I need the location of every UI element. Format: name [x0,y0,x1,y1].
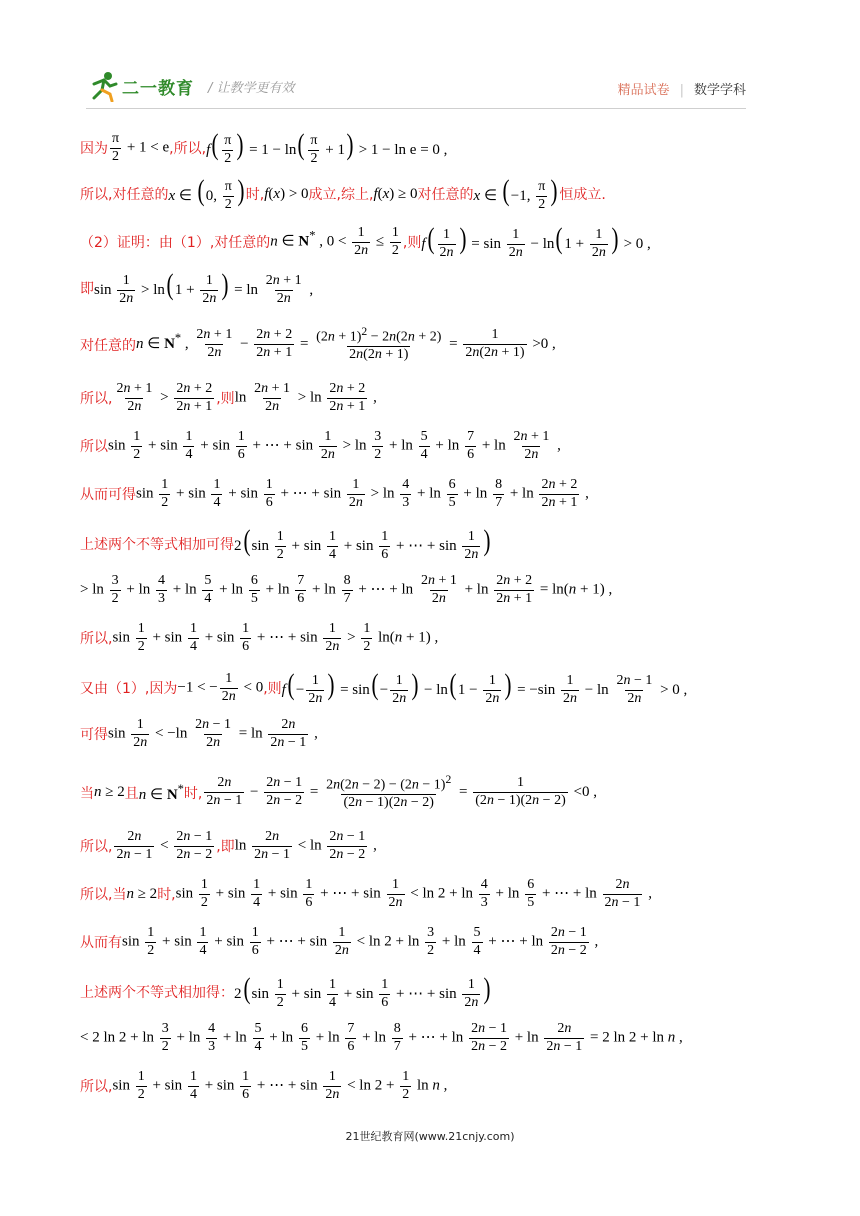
text-run: 时, [183,785,203,802]
text-run: ,则 [216,391,235,408]
math-expression: f(x) > 0 [264,185,309,202]
solution-line [80,270,313,307]
solution-line [80,224,651,261]
solution-line [80,382,377,414]
math-expression: > ln $\frac{3}{2}$ + ln $\frac{4}{3}$ + ln $\frac{5}{4}$ + ln $\frac{6}{5}$ + ln $\frac{7}{6}$ + ln $\frac{8}{7}$ + ⋯ + ln $\frac{2n + 1}{2n}$ + ln $\frac{2n + 2}{2n + 1}$ = ln(n + 1) , [80,573,613,606]
tag-premium: 精品试卷 [617,83,670,98]
solution-line [80,430,561,462]
math-expression: x ∈ ( 0, $\frac{\pi}{2}$ ) [168,174,245,213]
solution-line [80,1070,447,1102]
math-expression: ln $\frac{2n}{2n - 1}$ < ln $\frac{2n - 1}{2n - 2}$ , [234,829,377,862]
solution-line [80,130,447,167]
math-expression: sin $\frac{1}{2}$ + sin $\frac{1}{4}$ + sin $\frac{1}{6}$ + ⋯ + sin $\frac{1}{2n}$ > $\frac{1}{2}$ ln(n + 1) , [112,621,439,654]
math-expression: sin $\frac{1}{2}$ + sin $\frac{1}{4}$ + sin $\frac{1}{6}$ + ⋯ + sin $\frac{1}{2n}$ < ln 2 + $\frac{1}{2}$ ln n , [112,1069,448,1102]
page-footer: 21世纪教育网(www.21cnjy.com) [345,1130,515,1143]
math-expression: n ≥ 2 [94,784,125,801]
math-expression: f( $\frac{1}{2n}$ ) = sin $\frac{1}{2n}$ − ln( 1 + $\frac{1}{2n}$ ) > 0 , [421,222,651,261]
brand-name: 二一教育 [122,78,194,99]
text-run: 时, [157,887,176,904]
solution-line [80,326,556,363]
header-rule [86,108,746,109]
math-expression: f(x) ≥ 0 [373,185,418,202]
text-run: 又由（1）,因为 [80,681,178,698]
tag-separator: | [679,83,684,98]
math-expression: sin $\frac{1}{2n}$ > ln( 1 + $\frac{1}{2n}$ ) = ln $\frac{2n + 1}{2n}$ , [94,268,314,307]
math-expression: $\frac{\pi}{2}$ + 1 < e [112,131,170,164]
text-run: 上述两个不等式相加可得 [80,537,234,554]
math-expression: $\frac{2n}{2n - 1}$ < $\frac{2n - 1}{2n - 2}$ [116,829,213,862]
solution-line [80,926,598,958]
solution-line [80,718,318,750]
solution-line [80,622,438,654]
solution-line [80,478,589,510]
math-expression: 2( sin $\frac{1}{2}$ + sin $\frac{1}{4}$ + sin $\frac{1}{6}$ + ⋯ + sin $\frac{1}{2n}$ ) [234,524,491,563]
text-run: 恒成立. [559,187,606,204]
solution-line [80,670,687,707]
tag-subject: 数学学科 [693,83,746,98]
subject-tags [618,79,746,98]
text-run: ,则 [263,681,282,698]
math-expression: $\frac{2n + 1}{2n}$ > $\frac{2n + 2}{2n + 1}$ [116,381,213,414]
runner-logo-icon [86,70,120,102]
text-run: 且 [124,785,139,802]
math-expression: 2( sin $\frac{1}{2}$ + sin $\frac{1}{4}$ + sin $\frac{1}{6}$ + ⋯ + sin $\frac{1}{2n}$ ) [234,972,491,1011]
solution-line [80,1022,683,1054]
text-run: 所以,对任意的 [80,187,169,204]
math-expression: sin $\frac{1}{2}$ + sin $\frac{1}{4}$ + sin $\frac{1}{6}$ + ⋯ + sin $\frac{1}{2n}$ < ln 2 + ln $\frac{4}{3}$ + ln $\frac{6}{5}$ + ⋯ + ln $\frac{2n}{2n - 1}$ , [175,877,652,910]
text-run: 时, [245,187,265,204]
text-run: 可得 [80,727,108,744]
text-run: 对任意的 [80,337,136,354]
page-header [86,70,746,106]
solution-line [80,176,606,213]
math-expression: n ∈ N* , $\frac{2n + 1}{2n}$ − $\frac{2n + 2}{2n + 1}$ = $\frac{(2n + 1)^2 - 2n(2n + 2)}{2n(2n + 1)}$ = $\frac{1}{2n(2n + 1)}$ >0 , [136,325,556,363]
text-run: 成立,综上, [308,187,374,204]
math-expression: −1 < − $\frac{1}{2n}$ < 0 [177,671,264,704]
solution-line [80,974,492,1011]
text-run: 所以 [80,439,108,456]
text-run: ,则 [402,235,422,252]
text-run: 因为 [80,141,108,158]
math-expression: f( − $\frac{1}{2n}$ ) = sin( − $\frac{1}{2n}$ ) − ln( 1 − $\frac{1}{2n}$ ) = −sin $\frac{1}{2n}$ − ln $\frac{2n - 1}{2n}$ > 0 , [281,668,688,707]
math-expression: x ∈ ( −1, $\frac{\pi}{2}$ ) [473,174,558,213]
math-expression: n ∈ N* [138,781,184,803]
slogan: / 让教学更有效 [208,80,295,96]
solution-line [80,878,652,910]
text-run: 所以, [80,391,113,408]
solution-line [80,526,492,563]
math-expression: $\frac{2n}{2n - 1}$ − $\frac{2n - 1}{2n - 2}$ = $\frac{2n(2n - 2) - (2n - 1)^2}{(2n - 1)(2n - 2)}$ = $\frac{1}{(2n - 1)(2n - 2)}$ <0 , [206,773,597,811]
math-expression: < 2 ln 2 + ln $\frac{3}{2}$ + ln $\frac{4}{3}$ + ln $\frac{5}{4}$ + ln $\frac{6}{5}$ + ln $\frac{7}{6}$ + ln $\frac{8}{7}$ + ⋯ + ln $\frac{2n - 1}{2n - 2}$ + ln $\frac{2n}{2n - 1}$ = 2 ln 2 + ln n , [80,1021,683,1054]
solution-line [80,774,597,811]
text-run: 从而可得 [80,487,136,504]
math-expression: n ≥ 2 [126,885,158,902]
text-run: 所以, [80,1079,113,1096]
math-expression: f( $\frac{\pi}{2}$ ) = 1 − ln( $\frac{\pi}{2}$ + 1) > 1 − ln e = 0 , [206,128,448,167]
text-run: 当 [80,785,94,802]
text-run: 所以, [80,839,113,856]
text-run: 上述两个不等式相加得： [80,985,234,1002]
text-run: 对任意的 [417,187,474,204]
text-run: ,即 [216,839,235,856]
math-expression: sin $\frac{1}{2}$ + sin $\frac{1}{4}$ + sin $\frac{1}{6}$ + ⋯ + sin $\frac{1}{2n}$ > ln $\frac{4}{3}$ + ln $\frac{6}{5}$ + ln $\frac{8}{7}$ + ln $\frac{2n + 2}{2n + 1}$ , [136,477,589,510]
text-run: ,所以, [169,141,207,158]
text-run: （2）证明：由（1）,对任意的 [80,235,271,252]
math-expression: sin $\frac{1}{2}$ + sin $\frac{1}{4}$ + sin $\frac{1}{6}$ + ⋯ + sin $\frac{1}{2n}$ > ln $\frac{3}{2}$ + ln $\frac{5}{4}$ + ln $\frac{7}{6}$ + ln $\frac{2n + 1}{2n}$ , [108,429,561,462]
solution-line [80,574,612,606]
text-run: 所以, [80,631,113,648]
math-expression: n ∈ N* , 0 < $\frac{1}{2n}$ ≤ $\frac{1}{2}$ [270,225,399,258]
text-run: 即 [80,281,94,298]
logo [86,70,295,102]
math-expression: ln $\frac{2n + 1}{2n}$ > ln $\frac{2n + 2}{2n + 1}$ , [234,381,377,414]
text-run: 从而有 [80,935,122,952]
math-expression: sin $\frac{1}{2}$ + sin $\frac{1}{4}$ + sin $\frac{1}{6}$ + ⋯ + sin $\frac{1}{2n}$ < ln 2 + ln $\frac{3}{2}$ + ln $\frac{5}{4}$ + ⋯ + ln $\frac{2n - 1}{2n - 2}$ , [122,925,599,958]
text-run: 所以,当 [80,887,127,904]
math-expression: sin $\frac{1}{2n}$ < −ln $\frac{2n - 1}{2n}$ = ln $\frac{2n}{2n - 1}$ , [108,717,318,750]
solution-line [80,830,377,862]
